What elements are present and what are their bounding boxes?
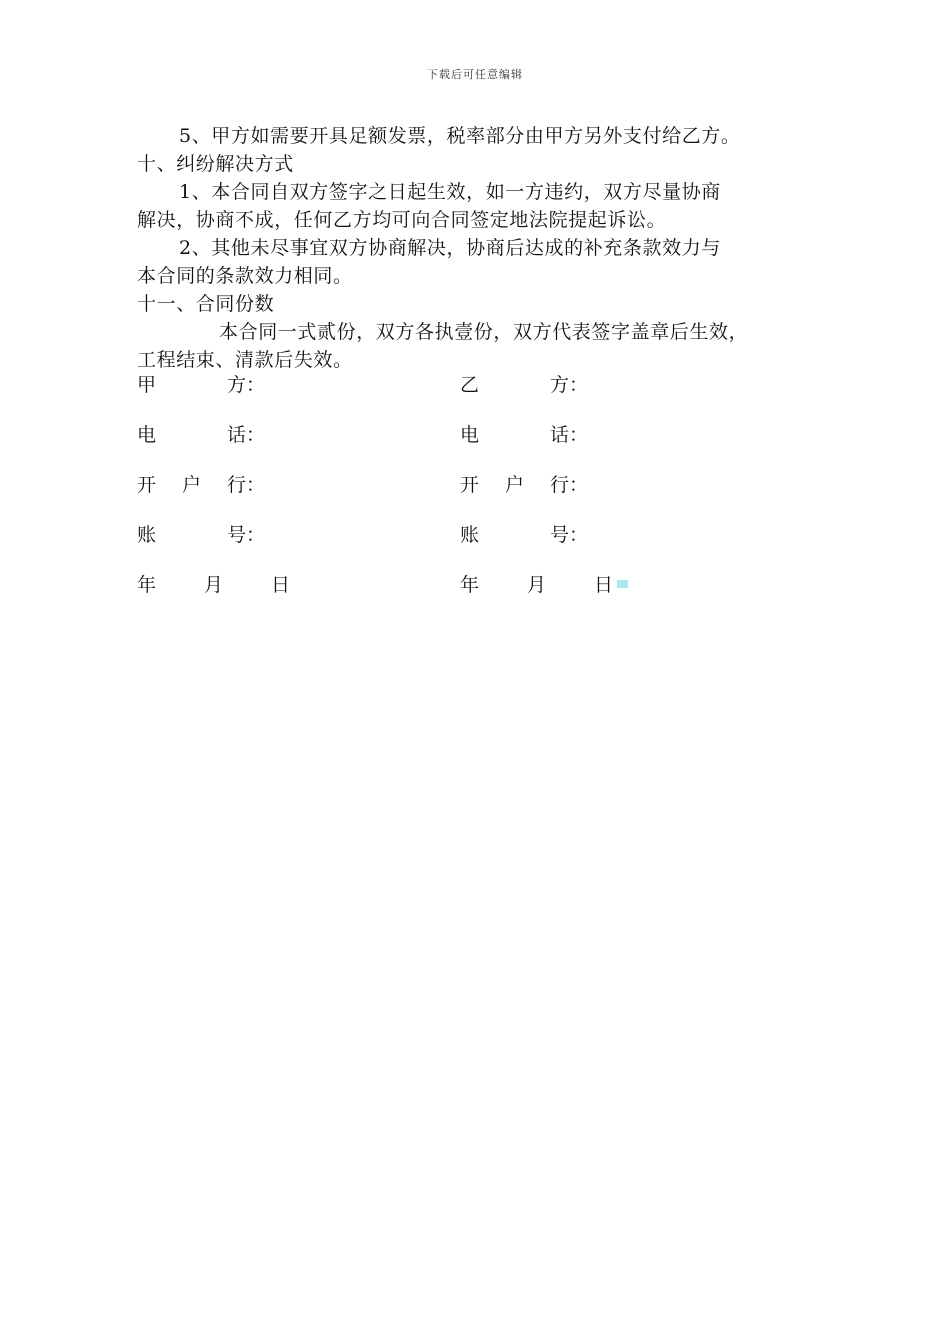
label-char: 乙: [460, 374, 480, 396]
label-char: 号：: [550, 524, 589, 546]
label-char: 甲: [137, 374, 157, 396]
label-char: 方：: [550, 374, 589, 396]
clause-11-line2: 工程结束、清款后失效。: [137, 349, 353, 371]
header-note: 下载后可任意编辑: [427, 68, 523, 81]
label-char: 月: [204, 574, 224, 596]
signature-row-bank: [137, 471, 589, 499]
label-char: 话：: [550, 424, 589, 446]
signature-row-party: [137, 371, 589, 399]
label-char: 账: [137, 524, 157, 546]
clause-11-line1: 本合同一式贰份，双方各执壹份，双方代表签字盖章后生效，: [219, 321, 749, 343]
clause-invoice: 5、甲方如需要开具足额发票，税率部分由甲方另外支付给乙方。: [179, 125, 741, 147]
section-10-title: 十、纠纷解决方式: [137, 153, 294, 175]
section-11-title: 十一、合同份数: [137, 293, 275, 315]
end-of-document-marker: [617, 580, 628, 588]
label-char: 行：: [227, 474, 266, 496]
label-char: 话：: [227, 424, 266, 446]
label-char: 月: [527, 574, 547, 596]
clause-10-2-line1: 2、其他未尽事宜双方协商解决，协商后达成的补充条款效力与: [179, 237, 721, 259]
label-char: 户: [182, 474, 202, 496]
signature-row-phone: [137, 421, 589, 449]
label-char: 年: [137, 574, 157, 596]
label-char: 方：: [227, 374, 266, 396]
label-char: 日: [271, 574, 291, 596]
label-char: 日: [594, 574, 614, 596]
label-char: 年: [460, 574, 480, 596]
label-char: 账: [460, 524, 480, 546]
clause-10-2-line2: 本合同的条款效力相同。: [137, 265, 353, 287]
label-char: 开: [137, 474, 157, 496]
label-char: 户: [505, 474, 525, 496]
label-char: 行：: [550, 474, 589, 496]
label-char: 电: [137, 424, 157, 446]
clause-10-1-line2: 解决，协商不成，任何乙方均可向合同签定地法院提起诉讼。: [137, 209, 667, 231]
clause-10-1-line1: 1、本合同自双方签字之日起生效，如一方违约，双方尽量协商: [179, 181, 721, 203]
label-char: 号：: [227, 524, 266, 546]
label-char: 电: [460, 424, 480, 446]
contract-body: [137, 122, 837, 374]
signature-row-date: [137, 571, 614, 599]
label-char: 开: [460, 474, 480, 496]
signature-row-account: [137, 521, 589, 549]
